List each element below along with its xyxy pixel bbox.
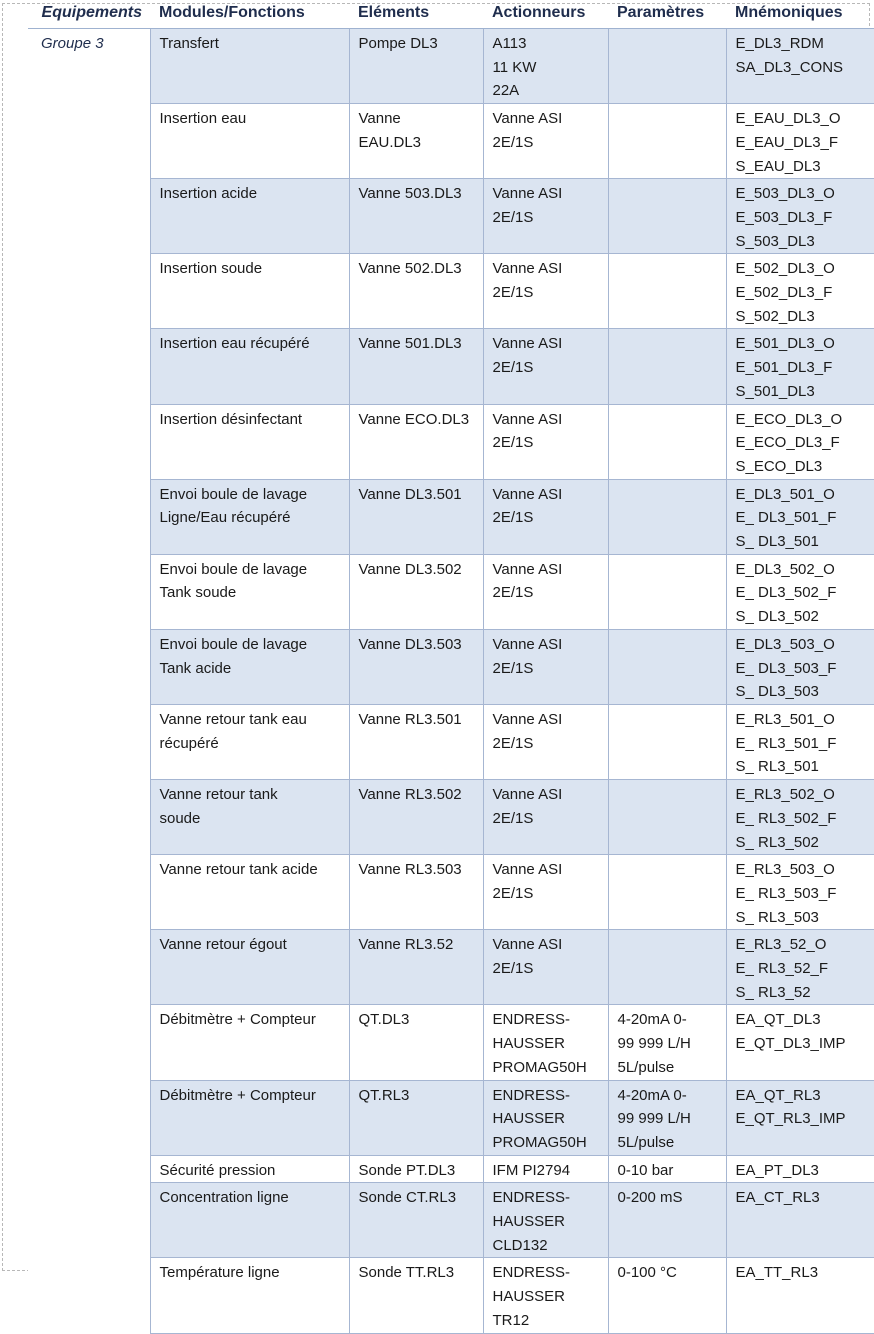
header-elements: Eléments <box>349 0 483 29</box>
cell-line: Vanne ASI <box>492 936 563 954</box>
cell-line: Insertion eau récupéré <box>159 335 310 353</box>
cell-line: E_501_DL3_F <box>735 359 833 377</box>
cell-line: EA_CT_RL3 <box>735 1189 820 1207</box>
cell-line: Sonde PT.DL3 <box>358 1161 456 1179</box>
element-cell <box>349 104 483 179</box>
module-cell <box>150 1183 349 1258</box>
module-cell <box>150 179 349 254</box>
parametre-cell <box>608 1080 726 1155</box>
cell-line: Tank soude <box>159 584 237 602</box>
table-row <box>28 1258 874 1333</box>
element-cell <box>349 1155 483 1183</box>
cell-line: PROMAG50H <box>492 1133 587 1151</box>
cell-line: HAUSSER <box>492 1110 566 1128</box>
cell-line: EA_PT_DL3 <box>735 1161 819 1179</box>
parametre-cell <box>608 404 726 479</box>
actionneur-cell <box>483 554 608 629</box>
cell-line: E_DL3_RDM <box>735 35 824 52</box>
actionneur-cell <box>483 254 608 329</box>
cell-line: Vanne DL3.501 <box>358 485 462 503</box>
module-cell <box>150 329 349 404</box>
cell-line: HAUSSER <box>492 1213 566 1231</box>
parametre-cell <box>608 179 726 254</box>
mnemonique-cell <box>726 1155 874 1183</box>
element-cell <box>349 404 483 479</box>
element-cell <box>349 329 483 404</box>
table-row <box>28 1155 874 1183</box>
parametre-cell <box>608 930 726 1005</box>
cell-line: E_ RL3_501_F <box>735 734 837 752</box>
cell-line: 99 999 L/H <box>617 1110 691 1128</box>
cell-line: Vanne DL3.503 <box>358 635 462 653</box>
table-row <box>28 855 874 930</box>
table-row <box>28 1005 874 1080</box>
table-row <box>28 629 874 704</box>
module-cell <box>150 404 349 479</box>
cell-line: ENDRESS- <box>492 1189 571 1207</box>
cell-line: E_QT_RL3_IMP <box>735 1110 846 1128</box>
table-row <box>28 780 874 855</box>
cell-line: Vanne ASI <box>492 560 563 578</box>
cell-line: Envoi boule de lavage <box>159 560 308 578</box>
cell-line: S_ DL3_503 <box>735 683 819 701</box>
parametre-cell <box>608 479 726 554</box>
cell-line: 99 999 L/H <box>617 1035 691 1053</box>
cell-line: 2E/1S <box>492 809 534 827</box>
cell-line: E_503_DL3_F <box>735 208 833 226</box>
cell-line: S_503_DL3 <box>735 232 815 250</box>
table-row <box>28 930 874 1005</box>
header-equipements: Equipements <box>28 0 150 29</box>
cell-line: Vanne RL3.503 <box>358 861 462 879</box>
cell-line: 2E/1S <box>492 434 534 452</box>
cell-line: E_EAU_DL3_F <box>735 133 839 151</box>
actionneur-cell <box>483 404 608 479</box>
cell-line: 0-200 mS <box>617 1189 683 1207</box>
cell-line: HAUSSER <box>492 1288 566 1306</box>
cell-line: Vanne retour égout <box>159 936 287 954</box>
cell-line: S_501_DL3 <box>735 382 815 400</box>
actionneur-cell <box>483 704 608 779</box>
cell-line: Ligne/Eau récupéré <box>159 509 291 527</box>
cell-line: 22A <box>492 82 520 100</box>
cell-line: ENDRESS- <box>492 1264 571 1282</box>
cell-line: Débitmètre + Compteur <box>159 1086 316 1104</box>
parametre-cell <box>608 554 726 629</box>
cell-line: E_DL3_501_O <box>735 485 835 503</box>
cell-line: Vanne DL3.502 <box>358 560 462 578</box>
module-cell <box>150 629 349 704</box>
mnemonique-cell <box>726 479 874 554</box>
element-cell <box>349 254 483 329</box>
module-cell <box>150 855 349 930</box>
mnemonique-cell <box>726 29 874 104</box>
element-cell <box>349 1005 483 1080</box>
parametre-cell <box>608 329 726 404</box>
cell-line: Vanne ASI <box>492 110 563 128</box>
parametre-cell <box>608 855 726 930</box>
cell-line: PROMAG50H <box>492 1058 587 1076</box>
element-cell <box>349 629 483 704</box>
module-cell <box>150 1005 349 1080</box>
cell-line: 0-100 °C <box>617 1264 677 1282</box>
mnemonique-cell <box>726 930 874 1005</box>
parametre-cell <box>608 1183 726 1258</box>
cell-line: Envoi boule de lavage <box>159 635 308 653</box>
cell-line: ENDRESS- <box>492 1086 571 1104</box>
actionneur-cell <box>483 1005 608 1080</box>
actionneur-cell <box>483 1258 608 1333</box>
cell-line: Vanne ASI <box>492 485 563 503</box>
cell-line: E_ DL3_501_F <box>735 509 837 527</box>
module-cell <box>150 930 349 1005</box>
element-cell <box>349 780 483 855</box>
table-row <box>28 1183 874 1258</box>
cell-line: 0-10 bar <box>617 1161 674 1179</box>
cell-line: CLD132 <box>492 1236 548 1254</box>
module-cell <box>150 1080 349 1155</box>
equipment-table <box>28 0 874 1334</box>
header-modules: Modules/Fonctions <box>150 0 349 29</box>
cell-line: S_ECO_DL3 <box>735 457 823 475</box>
header-mnemoniques: Mnémoniques <box>726 0 874 29</box>
parametre-cell <box>608 629 726 704</box>
actionneur-cell <box>483 1155 608 1183</box>
cell-line: Concentration ligne <box>159 1189 289 1207</box>
cell-line: E_RL3_502_O <box>735 786 835 804</box>
cell-line: S_ DL3_501 <box>735 533 819 551</box>
cell-line: E_502_DL3_F <box>735 284 833 302</box>
cell-line: Vanne RL3.502 <box>358 786 462 804</box>
parametre-cell <box>608 1005 726 1080</box>
cell-line: Sécurité pression <box>159 1161 276 1179</box>
actionneur-cell <box>483 29 608 104</box>
element-cell <box>349 855 483 930</box>
cell-line: TR12 <box>492 1311 530 1329</box>
cell-line: 2E/1S <box>492 359 534 377</box>
cell-line: S_ RL3_503 <box>735 908 819 926</box>
element-cell <box>349 29 483 104</box>
cell-line: HAUSSER <box>492 1035 566 1053</box>
cell-line: 2E/1S <box>492 960 534 978</box>
mnemonique-cell <box>726 329 874 404</box>
actionneur-cell <box>483 1183 608 1258</box>
mnemonique-cell <box>726 1080 874 1155</box>
table-body <box>28 29 874 1334</box>
element-cell <box>349 704 483 779</box>
cell-line: Vanne ASI <box>492 635 563 653</box>
cell-line: 2E/1S <box>492 208 534 226</box>
parametre-cell <box>608 254 726 329</box>
cell-line: E_DL3_503_O <box>735 635 835 653</box>
mnemonique-cell <box>726 1183 874 1258</box>
mnemonique-cell <box>726 554 874 629</box>
table-row <box>28 179 874 254</box>
cell-line: 2E/1S <box>492 509 534 527</box>
cell-line: E_501_DL3_O <box>735 335 835 353</box>
mnemonique-cell <box>726 404 874 479</box>
cell-line: E_ RL3_52_F <box>735 960 829 978</box>
cell-line: S_ RL3_502 <box>735 833 819 851</box>
element-cell <box>349 1183 483 1258</box>
actionneur-cell <box>483 479 608 554</box>
cell-line: QT.RL3 <box>358 1086 410 1104</box>
cell-line: SA_DL3_CONS <box>735 58 844 76</box>
cell-line: EAU.DL3 <box>358 133 422 151</box>
actionneur-cell <box>483 855 608 930</box>
parametre-cell <box>608 780 726 855</box>
cell-line: Vanne 503.DL3 <box>358 185 462 203</box>
cell-line: Vanne ECO.DL3 <box>358 410 470 428</box>
header-actionneurs: Actionneurs <box>483 0 608 29</box>
module-cell <box>150 704 349 779</box>
cell-line: E_RL3_503_O <box>735 861 835 879</box>
module-cell <box>150 479 349 554</box>
cell-line: Vanne ASI <box>492 786 563 804</box>
actionneur-cell <box>483 629 608 704</box>
cell-line: E_ DL3_503_F <box>735 659 837 677</box>
cell-line: Insertion acide <box>159 185 258 203</box>
cell-line: 2E/1S <box>492 284 534 302</box>
cell-line: Vanne ASI <box>492 861 563 879</box>
cell-line: Vanne retour tank acide <box>159 861 318 879</box>
cell-line: Vanne ASI <box>492 260 563 278</box>
table-row <box>28 329 874 404</box>
cell-line: E_ DL3_502_F <box>735 584 837 602</box>
cell-line: Vanne ASI <box>492 710 563 728</box>
cell-line: E_ECO_DL3_F <box>735 434 840 452</box>
module-cell <box>150 1258 349 1333</box>
cell-line: A113 <box>492 35 527 52</box>
cell-line: E_QT_DL3_IMP <box>735 1035 846 1053</box>
cell-line: Vanne ASI <box>492 410 563 428</box>
actionneur-cell <box>483 179 608 254</box>
cell-line: 2E/1S <box>492 659 534 677</box>
mnemonique-cell <box>726 104 874 179</box>
cell-line: 11 KW <box>492 58 537 76</box>
actionneur-cell <box>483 780 608 855</box>
element-cell <box>349 930 483 1005</box>
cell-line: 4-20mA 0- <box>617 1011 687 1029</box>
parametre-cell <box>608 104 726 179</box>
cell-line: EA_QT_DL3 <box>735 1011 821 1029</box>
module-cell <box>150 780 349 855</box>
table-row <box>28 29 874 104</box>
cell-line: 2E/1S <box>492 133 534 151</box>
cell-line: Vanne RL3.52 <box>358 936 454 954</box>
table-row <box>28 704 874 779</box>
cell-line: Vanne 501.DL3 <box>358 335 462 353</box>
cell-line: Envoi boule de lavage <box>159 485 308 503</box>
cell-line: E_EAU_DL3_O <box>735 110 841 128</box>
cell-line: 4-20mA 0- <box>617 1086 687 1104</box>
actionneur-cell <box>483 329 608 404</box>
mnemonique-cell <box>726 629 874 704</box>
mnemonique-cell <box>726 1258 874 1333</box>
cell-line: E_ RL3_502_F <box>735 809 837 827</box>
cell-line: Tank acide <box>159 659 232 677</box>
cell-line: ENDRESS- <box>492 1011 571 1029</box>
cell-line: Sonde TT.RL3 <box>358 1264 455 1282</box>
cell-line: Vanne ASI <box>492 185 563 203</box>
parametre-cell <box>608 29 726 104</box>
cell-line: Transfert <box>159 35 219 52</box>
cell-line: E_RL3_52_O <box>735 936 827 954</box>
cell-line: E_DL3_502_O <box>735 560 835 578</box>
cell-line: IFM PI2794 <box>492 1161 571 1179</box>
cell-line: Vanne retour tank eau <box>159 710 307 728</box>
cell-line: 2E/1S <box>492 584 534 602</box>
mnemonique-cell <box>726 1005 874 1080</box>
table-row <box>28 104 874 179</box>
cell-line: 2E/1S <box>492 734 534 752</box>
table-row <box>28 554 874 629</box>
module-cell <box>150 29 349 104</box>
cell-line: S_ RL3_501 <box>735 758 819 776</box>
parametre-cell <box>608 704 726 779</box>
mnemonique-cell <box>726 855 874 930</box>
element-cell <box>349 1258 483 1333</box>
cell-line: Insertion soude <box>159 260 263 278</box>
table-row <box>28 1080 874 1155</box>
cell-line: E_RL3_501_O <box>735 710 835 728</box>
element-cell <box>349 179 483 254</box>
cell-line: Insertion eau <box>159 110 247 128</box>
module-cell <box>150 254 349 329</box>
element-cell <box>349 554 483 629</box>
cell-line: Sonde CT.RL3 <box>358 1189 457 1207</box>
cell-line: 5L/pulse <box>617 1133 675 1151</box>
cell-line: S_EAU_DL3 <box>735 157 821 175</box>
cell-line: E_ RL3_503_F <box>735 884 837 902</box>
cell-line: Insertion désinfectant <box>159 410 303 428</box>
actionneur-cell <box>483 1080 608 1155</box>
table-row <box>28 479 874 554</box>
cell-line: Vanne retour tank <box>159 786 278 804</box>
cell-line: S_502_DL3 <box>735 307 815 325</box>
element-cell <box>349 479 483 554</box>
cell-line: 5L/pulse <box>617 1058 675 1076</box>
table-row <box>28 254 874 329</box>
cell-line: EA_QT_RL3 <box>735 1086 821 1104</box>
group-label: Groupe 3 <box>28 29 150 1334</box>
header-parametres: Paramètres <box>608 0 726 29</box>
cell-line: S_ RL3_52 <box>735 983 811 1001</box>
module-cell <box>150 554 349 629</box>
module-cell <box>150 1155 349 1183</box>
cell-line: Vanne RL3.501 <box>358 710 462 728</box>
cell-line: soude <box>159 809 201 827</box>
mnemonique-cell <box>726 254 874 329</box>
mnemonique-cell <box>726 780 874 855</box>
actionneur-cell <box>483 930 608 1005</box>
cell-line: Température ligne <box>159 1264 280 1282</box>
cell-line: E_ECO_DL3_O <box>735 410 843 428</box>
parametre-cell <box>608 1155 726 1183</box>
mnemonique-cell <box>726 704 874 779</box>
cell-line: EA_TT_RL3 <box>735 1264 819 1282</box>
cell-line: Vanne 502.DL3 <box>358 260 462 278</box>
cell-line: E_503_DL3_O <box>735 185 835 203</box>
cell-line: S_ DL3_502 <box>735 608 819 626</box>
header-row <box>28 0 874 29</box>
module-cell <box>150 104 349 179</box>
cell-line: E_502_DL3_O <box>735 260 835 278</box>
parametre-cell <box>608 1258 726 1333</box>
cell-line: 2E/1S <box>492 884 534 902</box>
cell-line: Vanne ASI <box>492 335 563 353</box>
cell-line: Pompe DL3 <box>358 35 438 52</box>
actionneur-cell <box>483 104 608 179</box>
cell-line: QT.DL3 <box>358 1011 410 1029</box>
cell-line: Débitmètre + Compteur <box>159 1011 316 1029</box>
cell-line: Vanne <box>358 110 401 128</box>
table-row <box>28 404 874 479</box>
cell-line: récupéré <box>159 734 219 752</box>
mnemonique-cell <box>726 179 874 254</box>
element-cell <box>349 1080 483 1155</box>
